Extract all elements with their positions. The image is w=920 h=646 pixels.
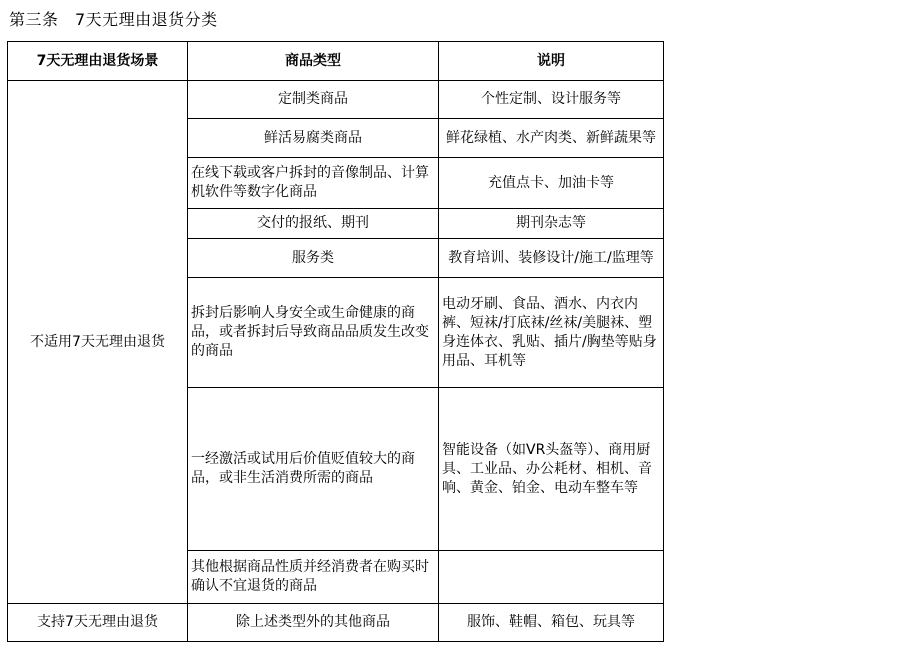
product-type-cell: 拆封后影响人身安全或生命健康的商品，或者拆封后导致商品品质发生改变的商品 <box>188 278 439 388</box>
product-type-cell: 鲜活易腐类商品 <box>188 119 439 158</box>
description-cell: 电动牙刷、食品、酒水、内衣内裤、短袜/打底袜/丝袜/美腿袜、塑身连体衣、乳贴、插片/胸垫等贴身用品、耳机等 <box>439 278 664 388</box>
header-description: 说明 <box>439 42 664 81</box>
section-title: 第三条 7天无理由退货分类 <box>9 10 218 29</box>
product-type-cell: 一经激活或试用后价值贬值较大的商品，或非生活消费所需的商品 <box>188 388 439 551</box>
description-cell <box>439 551 664 604</box>
product-type-cell: 除上述类型外的其他商品 <box>188 604 439 642</box>
description-cell: 充值点卡、加油卡等 <box>439 158 664 209</box>
header-product-type: 商品类型 <box>188 42 439 81</box>
header-scene: 7天无理由退货场景 <box>8 42 188 81</box>
description-cell: 鲜花绿植、水产肉类、新鲜蔬果等 <box>439 119 664 158</box>
product-type-cell: 服务类 <box>188 239 439 278</box>
table-row <box>8 81 664 119</box>
product-type-cell: 定制类商品 <box>188 81 439 119</box>
return-policy-table <box>7 41 664 642</box>
description-cell: 智能设备（如VR头盔等）、商用厨具、工业品、办公耗材、相机、音响、黄金、铂金、电动车整车等 <box>439 388 664 551</box>
scene-supported: 支持7天无理由退货 <box>8 604 188 642</box>
description-cell: 教育培训、装修设计/施工/监理等 <box>439 239 664 278</box>
description-cell: 期刊杂志等 <box>439 209 664 239</box>
product-type-cell: 在线下载或客户拆封的音像制品、计算机软件等数字化商品 <box>188 158 439 209</box>
product-type-cell: 交付的报纸、期刊 <box>188 209 439 239</box>
description-cell: 个性定制、设计服务等 <box>439 81 664 119</box>
table-header-row <box>8 42 664 81</box>
product-type-cell: 其他根据商品性质并经消费者在购买时确认不宜退货的商品 <box>188 551 439 604</box>
description-cell: 服饰、鞋帽、箱包、玩具等 <box>439 604 664 642</box>
table-row <box>8 604 664 642</box>
scene-not-applicable: 不适用7天无理由退货 <box>8 81 188 604</box>
